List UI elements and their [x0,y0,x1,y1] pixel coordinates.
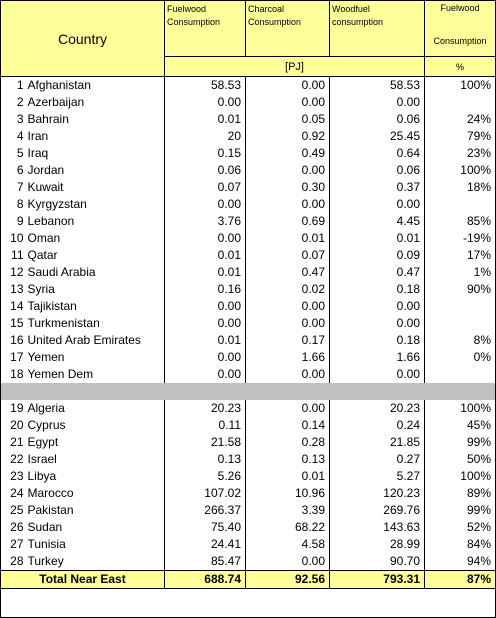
table-row [1,434,496,451]
charcoal-value: 0.17 [246,332,330,349]
woodfuel-value: 0.06 [330,162,425,179]
woodfuel-value: 143.63 [330,519,425,536]
row-number: 7 [1,179,27,196]
fuelwood-value: 0.00 [165,315,246,332]
header-fuelwood-pct-top: Fuelwood [440,3,480,13]
country-name: Marocco [27,485,165,502]
table-row [1,128,496,145]
fuelwood-pct-value [425,366,496,383]
charcoal-value: 0.01 [246,230,330,247]
woodfuel-value: 0.18 [330,281,425,298]
fuelwood-value: 0.07 [165,179,246,196]
charcoal-value: 3.39 [246,502,330,519]
fuelwood-pct-value: 99% [425,502,496,519]
table-row [1,162,496,179]
country-name: Yemen Dem [27,366,165,383]
row-number: 19 [1,400,27,417]
table-row [1,349,496,366]
country-name: Oman [27,230,165,247]
country-name: Cyprus [27,417,165,434]
country-name: Turkmenistan [27,315,165,332]
fuelwood-pct-value: 0% [425,349,496,366]
row-number: 8 [1,196,27,213]
fuelwood-value: 0.01 [165,264,246,281]
table-row [1,519,496,536]
country-name: Kuwait [27,179,165,196]
charcoal-value: 0.28 [246,434,330,451]
header-fuelwood: Fuelwood Consumption [165,1,246,57]
row-number: 1 [1,77,27,95]
fuelwood-pct-value: 100% [425,162,496,179]
fuelwood-pct-value: 100% [425,468,496,485]
country-name: United Arab Emirates [27,332,165,349]
table-row [1,315,496,332]
table-row [1,264,496,281]
charcoal-value: 0.00 [246,315,330,332]
row-number: 15 [1,315,27,332]
row-number: 21 [1,434,27,451]
fuelwood-pct-value: 1% [425,264,496,281]
country-name: Tajikistan [27,298,165,315]
fuelwood-pct-value: 8% [425,332,496,349]
charcoal-value: 0.01 [246,468,330,485]
fuelwood-value: 0.00 [165,366,246,383]
country-name: Turkey [27,553,165,571]
header-woodfuel: Woodfuel consumption [330,1,425,57]
row-number: 10 [1,230,27,247]
fuelwood-value: 0.00 [165,196,246,213]
fuelwood-value: 0.00 [165,349,246,366]
country-name: Bahrain [27,111,165,128]
charcoal-value: 4.58 [246,536,330,553]
fuelwood-value: 107.02 [165,485,246,502]
charcoal-value: 0.00 [246,162,330,179]
total-row [1,571,496,589]
woodfuel-value: 1.66 [330,349,425,366]
header-fuelwood-pct [425,1,496,57]
country-name: Qatar [27,247,165,264]
row-number: 9 [1,213,27,230]
fuelwood-value: 0.11 [165,417,246,434]
row-number: 6 [1,162,27,179]
woodfuel-value: 0.64 [330,145,425,162]
row-number: 28 [1,553,27,571]
country-name: Syria [27,281,165,298]
fuelwood-pct-value: 23% [425,145,496,162]
fuelwood-pct-value [425,315,496,332]
separator-row [1,383,496,400]
country-name: Egypt [27,434,165,451]
woodfuel-value: 0.47 [330,264,425,281]
woodfuel-value: 0.18 [330,332,425,349]
table-row [1,179,496,196]
woodfuel-value: 0.27 [330,451,425,468]
header-pct: % [425,57,496,77]
country-name: Afghanistan [27,77,165,95]
row-number: 11 [1,247,27,264]
country-name: Iran [27,128,165,145]
fuelwood-value: 0.01 [165,111,246,128]
woodfuel-value: 21.85 [330,434,425,451]
fuelwood-value: 20 [165,128,246,145]
fuelwood-pct-value: 100% [425,400,496,417]
fuelwood-pct-value: 50% [425,451,496,468]
fuelwood-value: 85.47 [165,553,246,571]
header-charcoal: Charcoal Consumption [246,1,330,57]
charcoal-value: 0.07 [246,247,330,264]
fuelwood-pct-value: 85% [425,213,496,230]
row-number: 16 [1,332,27,349]
separator-cell [1,383,496,400]
country-name: Yemen [27,349,165,366]
table-row [1,417,496,434]
table-row [1,77,496,95]
row-number: 4 [1,128,27,145]
fuelwood-pct-value: 100% [425,77,496,95]
fuelwood-pct-value [425,196,496,213]
fuelwood-pct-value [425,298,496,315]
charcoal-value: 0.30 [246,179,330,196]
fuelwood-value: 0.15 [165,145,246,162]
charcoal-value: 0.00 [246,77,330,95]
charcoal-value: 0.00 [246,196,330,213]
row-number: 3 [1,111,27,128]
row-number: 20 [1,417,27,434]
table-row [1,247,496,264]
row-number: 14 [1,298,27,315]
woodfuel-value: 4.45 [330,213,425,230]
fuelwood-pct-value: -19% [425,230,496,247]
fuelwood-value: 0.00 [165,230,246,247]
row-number: 22 [1,451,27,468]
fuelwood-value: 0.16 [165,281,246,298]
row-number: 27 [1,536,27,553]
table-row [1,196,496,213]
woodfuel-value: 0.01 [330,230,425,247]
fuelwood-value: 24.41 [165,536,246,553]
fuelwood-value: 0.01 [165,247,246,264]
fuelwood-value: 0.01 [165,332,246,349]
row-number: 13 [1,281,27,298]
fuelwood-pct-value: 94% [425,553,496,571]
country-name: Lebanon [27,213,165,230]
charcoal-value: 0.05 [246,111,330,128]
country-name: Jordan [27,162,165,179]
charcoal-value: 0.00 [246,400,330,417]
table-row [1,536,496,553]
row-number: 5 [1,145,27,162]
woodfuel-value: 0.09 [330,247,425,264]
fuelwood-value: 21.58 [165,434,246,451]
fuelwood-value: 75.40 [165,519,246,536]
country-name: Azerbaijan [27,94,165,111]
country-name: Sudan [27,519,165,536]
woodfuel-value: 0.24 [330,417,425,434]
total-fuelwood: 688.74 [165,571,246,589]
fuelwood-pct-value [425,94,496,111]
table-row [1,298,496,315]
fuelwood-pct-value: 79% [425,128,496,145]
charcoal-value: 0.13 [246,451,330,468]
woodfuel-value: 90.70 [330,553,425,571]
charcoal-value: 10.96 [246,485,330,502]
woodfuel-value: 120.23 [330,485,425,502]
country-name: Saudi Arabia [27,264,165,281]
table-row [1,213,496,230]
country-name: Algeria [27,400,165,417]
charcoal-value: 1.66 [246,349,330,366]
woodfuel-value: 0.00 [330,315,425,332]
fuelwood-pct-value: 24% [425,111,496,128]
fuelwood-pct-value: 17% [425,247,496,264]
table-row [1,468,496,485]
header-unit: [PJ] [165,57,425,77]
fuelwood-pct-value: 84% [425,536,496,553]
country-name: Tunisia [27,536,165,553]
fuelwood-value: 0.00 [165,298,246,315]
table-row [1,366,496,383]
woodfuel-value: 25.45 [330,128,425,145]
row-number: 24 [1,485,27,502]
fuelwood-pct-value: 89% [425,485,496,502]
table-row [1,230,496,247]
woodfuel-value: 0.37 [330,179,425,196]
row-number: 12 [1,264,27,281]
country-name: Pakistan [27,502,165,519]
charcoal-value: 0.49 [246,145,330,162]
woodfuel-value: 0.00 [330,366,425,383]
row-number: 26 [1,519,27,536]
table-row [1,502,496,519]
row-number: 25 [1,502,27,519]
row-number: 23 [1,468,27,485]
table-row [1,400,496,417]
woodfuel-value: 58.53 [330,77,425,95]
charcoal-value: 0.92 [246,128,330,145]
charcoal-value: 0.00 [246,553,330,571]
fuelwood-value: 20.23 [165,400,246,417]
woodfuel-value: 0.00 [330,298,425,315]
row-number: 2 [1,94,27,111]
row-number: 17 [1,349,27,366]
table-row [1,281,496,298]
table-row [1,485,496,502]
fuelwood-pct-value: 52% [425,519,496,536]
header-fuelwood-pct-mid: Consumption [433,36,487,46]
fuelwood-value: 3.76 [165,213,246,230]
fuelwood-pct-value: 90% [425,281,496,298]
fuelwood-pct-value: 99% [425,434,496,451]
fuelwood-pct-value: 45% [425,417,496,434]
fuelwood-value: 266.37 [165,502,246,519]
woodfuel-value: 0.00 [330,196,425,213]
charcoal-value: 0.00 [246,94,330,111]
fuelwood-pct-value: 18% [425,179,496,196]
charcoal-value: 0.02 [246,281,330,298]
woodfuel-value: 0.00 [330,94,425,111]
woodfuel-value: 0.06 [330,111,425,128]
total-label: Total Near East [1,571,165,589]
table-row [1,332,496,349]
fuelwood-value: 0.13 [165,451,246,468]
fuelwood-value: 0.06 [165,162,246,179]
country-name: Kyrgyzstan [27,196,165,213]
total-charcoal: 92.56 [246,571,330,589]
charcoal-value: 0.69 [246,213,330,230]
country-name: Libya [27,468,165,485]
woodfuel-value: 5.27 [330,468,425,485]
country-name: Iraq [27,145,165,162]
fuelwood-value: 0.00 [165,94,246,111]
charcoal-value: 68.22 [246,519,330,536]
fuelwood-value: 5.26 [165,468,246,485]
charcoal-value: 0.00 [246,366,330,383]
woodfuel-value: 269.76 [330,502,425,519]
country-name: Israel [27,451,165,468]
table-row [1,111,496,128]
charcoal-value: 0.14 [246,417,330,434]
woodfuel-value: 28.99 [330,536,425,553]
table-row [1,94,496,111]
table-row [1,145,496,162]
total-pct: 87% [425,571,496,589]
table-row [1,553,496,571]
charcoal-value: 0.47 [246,264,330,281]
total-woodfuel: 793.31 [330,571,425,589]
header-country: Country [1,1,165,77]
woodfuel-value: 20.23 [330,400,425,417]
row-number: 18 [1,366,27,383]
fuelwood-value: 58.53 [165,77,246,95]
charcoal-value: 0.00 [246,298,330,315]
table-row [1,451,496,468]
